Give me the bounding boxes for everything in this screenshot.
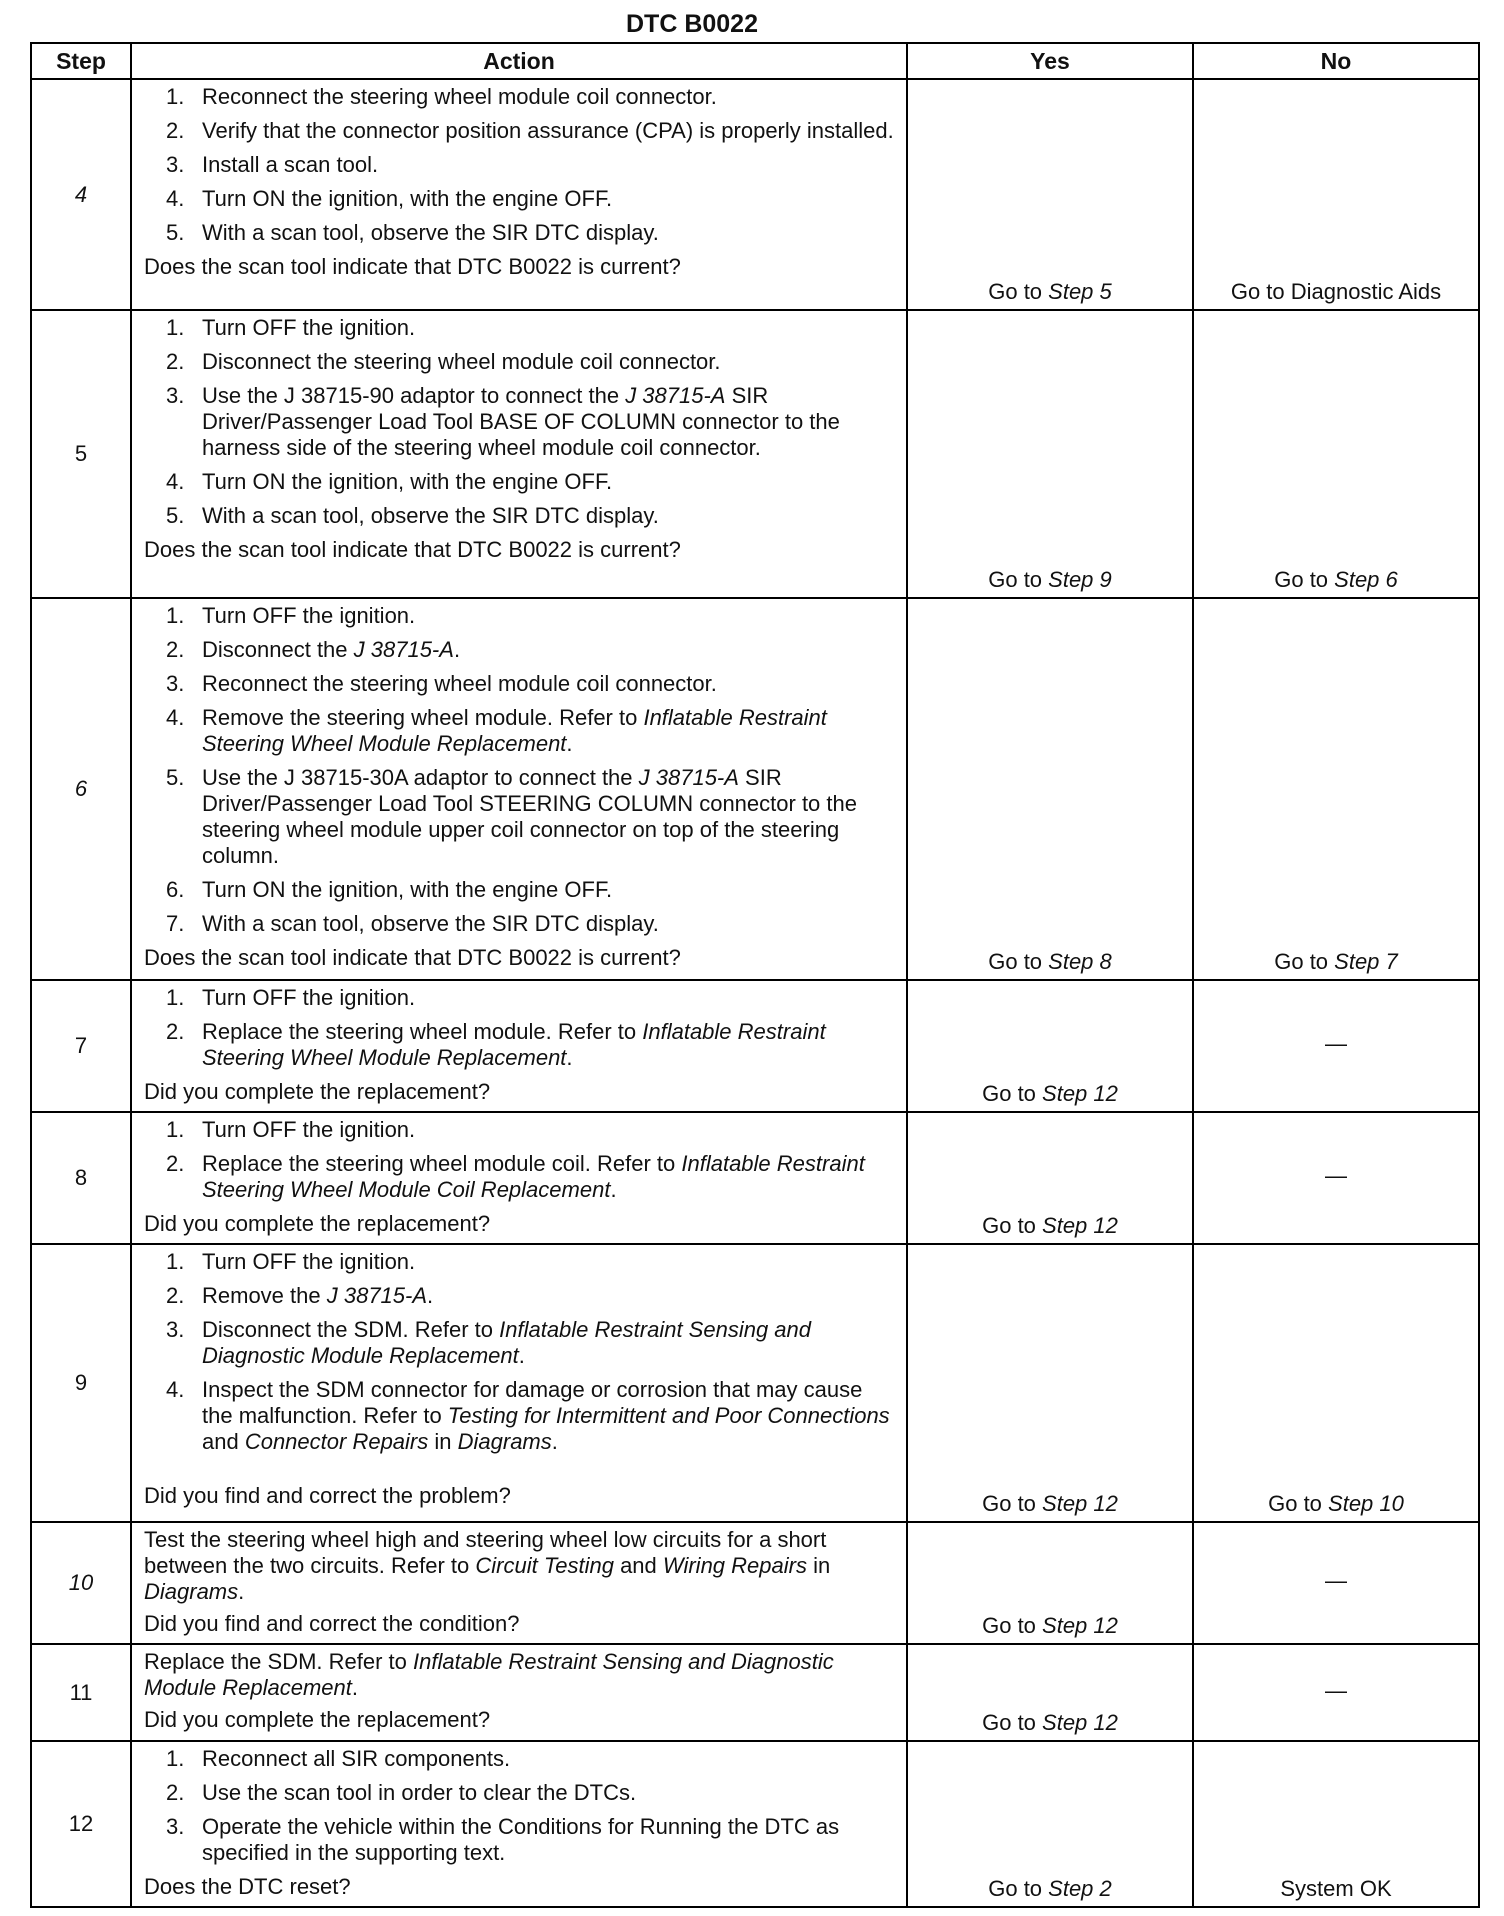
action-paragraph: Test the steering wheel high and steering wheel low circuits for a short between the two circuits. Refer to Circuit Testing and Wiring Repairs in Diagrams. [144,1527,831,1604]
step-number: 12 [31,1741,131,1907]
yes-cell: Go to Step 12 [907,1112,1193,1244]
list-item: 1. Reconnect all SIR components. [166,1746,511,1771]
list-item: 1. Turn OFF the ignition. [166,985,416,1010]
action-list [144,603,896,937]
step-link: Step 9 [1048,567,1112,592]
list-item: 4. Inspect the SDM connector for damage or corrosion that may cause the malfunction. Refer to Testing for Intermittent and Poor Connections and Connector Repairs in Diagrams. [166,1377,890,1454]
yes-cell: Go to Step 8 [907,598,1193,980]
question: Does the scan tool indicate that DTC B0022 is current? [144,537,681,562]
yes-cell: Go to Step 12 [907,980,1193,1112]
action-cell [131,1741,907,1907]
table-row [31,598,1479,980]
list-item: 1. Turn OFF the ignition. [166,603,416,628]
question: Did you find and correct the condition? [144,1611,520,1636]
no-cell: — [1193,980,1479,1112]
table-row [31,1644,1479,1741]
step-number: 6 [31,598,131,980]
list-item: 4. Remove the steering wheel module. Refer to Inflatable Restraint Steering Wheel Module Replacement. [166,705,827,756]
list-item: 1. Reconnect the steering wheel module coil connector. [166,84,717,109]
no-cell: Go to Diagnostic Aids [1193,79,1479,310]
action-cell [131,1522,907,1644]
list-item: 2. Replace the steering wheel module. Refer to Inflatable Restraint Steering Wheel Module Replacement. [166,1019,826,1070]
list-item: 1. Turn OFF the ignition. [166,1249,416,1274]
step-number: 5 [31,310,131,598]
step-number: 7 [31,980,131,1112]
table-body [31,79,1479,1907]
step-link: Step 6 [1334,567,1398,592]
step-link: Step 2 [1048,1876,1112,1901]
yes-cell: Go to Step 5 [907,79,1193,310]
yes-cell: Go to Step 12 [907,1244,1193,1522]
question: Did you complete the replacement? [144,1707,491,1732]
step-link: Step 12 [1042,1491,1118,1516]
step-number: 4 [31,79,131,310]
action-list [144,1117,896,1203]
action-cell [131,1644,907,1741]
action-cell [131,598,907,980]
list-item: 1. Turn OFF the ignition. [166,1117,416,1142]
list-item: 4. Turn ON the ignition, with the engine OFF. [166,186,613,211]
step-link: Step 7 [1334,949,1398,974]
list-item: 7. With a scan tool, observe the SIR DTC display. [166,911,659,936]
yes-cell: Go to Step 12 [907,1644,1193,1741]
step-link: Step 12 [1042,1710,1118,1735]
list-item: 3. Reconnect the steering wheel module coil connector. [166,671,717,696]
table-row [31,79,1479,310]
no-cell: Go to Step 10 [1193,1244,1479,1522]
action-list [144,315,896,529]
list-item: 3. Install a scan tool. [166,152,379,177]
list-item: 5. With a scan tool, observe the SIR DTC display. [166,503,659,528]
action-list [144,1249,896,1455]
no-cell: — [1193,1644,1479,1741]
list-item: 3. Operate the vehicle within the Conditions for Running the DTC as specified in the supporting text. [166,1814,840,1865]
header-yes: Yes [907,43,1193,79]
question: Did you find and correct the problem? [144,1483,511,1508]
list-item: 1. Turn OFF the ignition. [166,315,416,340]
question: Does the DTC reset? [144,1874,351,1899]
step-link: Step 8 [1048,949,1112,974]
no-cell: Go to Step 6 [1193,310,1479,598]
action-cell [131,79,907,310]
question: Does the scan tool indicate that DTC B0022 is current? [144,254,681,279]
no-cell: Go to Step 7 [1193,598,1479,980]
step-link: Step 12 [1042,1613,1118,1638]
no-cell: System OK [1193,1741,1479,1907]
list-item: 5. Use the J 38715-30A adaptor to connect the J 38715-A SIR Driver/Passenger Load Tool STEERING COLUMN connector to the steering wheel module upper coil connector on top of the steering column. [166,765,857,868]
no-cell: — [1193,1522,1479,1644]
page-title: DTC B0022 [626,10,758,38]
list-item: 2. Remove the J 38715-A. [166,1283,434,1308]
list-item: 2. Disconnect the J 38715-A. [166,637,461,662]
question: Did you complete the replacement? [144,1079,491,1104]
step-number: 8 [31,1112,131,1244]
step-number: 9 [31,1244,131,1522]
list-item: 2. Use the scan tool in order to clear the DTCs. [166,1780,637,1805]
list-item: 3. Use the J 38715-90 adaptor to connect the J 38715-A SIR Driver/Passenger Load Tool BASE OF COLUMN connector to the harness side of the steering wheel module coil connector. [166,383,840,460]
action-paragraph: Replace the SDM. Refer to Inflatable Restraint Sensing and Diagnostic Module Replacement. [144,1649,834,1700]
yes-cell: Go to Step 12 [907,1522,1193,1644]
dtc-table [30,42,1480,1908]
list-item: 2. Replace the steering wheel module coil. Refer to Inflatable Restraint Steering Wheel Module Coil Replacement. [166,1151,865,1202]
yes-cell: Go to Step 2 [907,1741,1193,1907]
step-link: Step 12 [1042,1213,1118,1238]
action-cell [131,310,907,598]
list-item: 2. Verify that the connector position assurance (CPA) is properly installed. [166,118,894,143]
table-row [31,1522,1479,1644]
list-item: 4. Turn ON the ignition, with the engine OFF. [166,469,613,494]
step-number: 11 [31,1644,131,1741]
list-item: 5. With a scan tool, observe the SIR DTC display. [166,220,659,245]
header-action: Action [131,43,907,79]
table-row [31,980,1479,1112]
table-row [31,1112,1479,1244]
header-step: Step [31,43,131,79]
no-cell: — [1193,1112,1479,1244]
list-item: 6. Turn ON the ignition, with the engine OFF. [166,877,613,902]
step-link: Step 5 [1048,279,1112,304]
header-no: No [1193,43,1479,79]
question: Does the scan tool indicate that DTC B0022 is current? [144,945,681,970]
table-row [31,1244,1479,1522]
action-cell [131,1112,907,1244]
list-item: 3. Disconnect the SDM. Refer to Inflatable Restraint Sensing and Diagnostic Module Replacement. [166,1317,811,1368]
header-row [31,43,1479,79]
step-link: Step 12 [1042,1081,1118,1106]
table-row [31,1741,1479,1907]
table-row [31,310,1479,598]
action-cell [131,980,907,1112]
step-number: 10 [31,1522,131,1644]
action-list [144,985,896,1071]
yes-cell: Go to Step 9 [907,310,1193,598]
action-list [144,84,896,246]
step-link: Step 10 [1328,1491,1404,1516]
list-item: 2. Disconnect the steering wheel module coil connector. [166,349,721,374]
action-cell [131,1244,907,1522]
question: Did you complete the replacement? [144,1211,491,1236]
action-list [144,1746,896,1866]
